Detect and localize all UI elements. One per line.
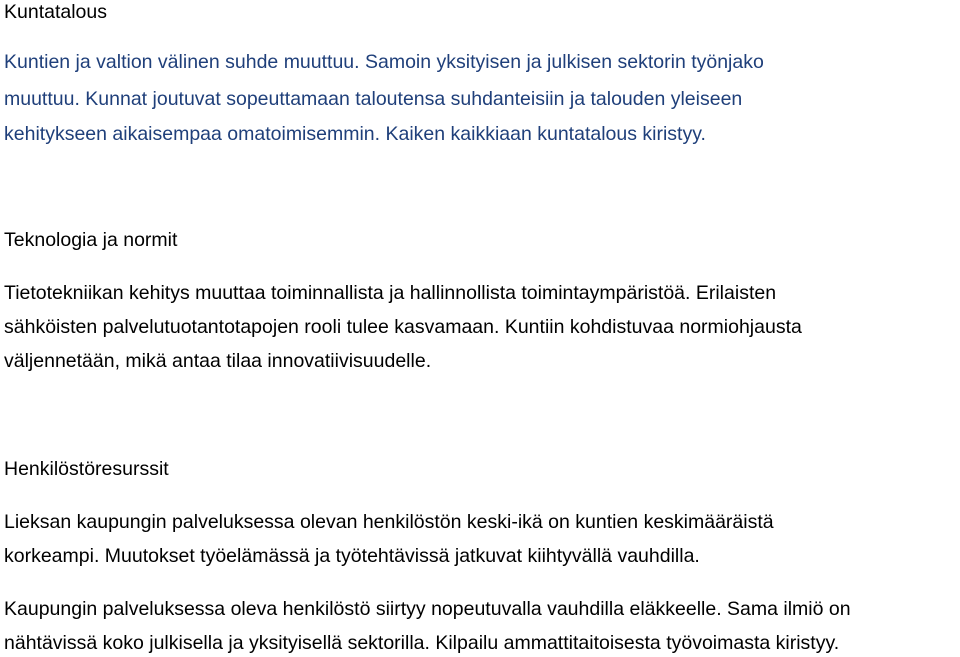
paragraph-line: sähköisten palvelutuotantotapojen rooli tulee kasvamaan. Kuntiin kohdistuvaa normiohjausta — [4, 316, 802, 338]
paragraph-line: Kuntien ja valtion välinen suhde muuttuu. Samoin yksityisen ja julkisen sektorin työnjako — [4, 51, 764, 73]
section-heading-kuntatalous: Kuntatalous — [4, 1, 107, 23]
paragraph-line: väljennetään, mikä antaa tilaa innovatiivisuudelle. — [4, 350, 432, 372]
paragraph-line: nähtävissä koko julkisella ja yksityisellä sektorilla. Kilpailu ammattitaitoisesta työvoimasta kiristyy. — [4, 632, 840, 654]
paragraph-line: Lieksan kaupungin palveluksessa olevan henkilöstön keski-ikä on kuntien keskimääräistä — [4, 511, 774, 533]
paragraph-line: Kaupungin palveluksessa oleva henkilöstö siirtyy nopeutuvalla vauhdilla eläkkeelle. Sama ilmiö on — [4, 598, 851, 620]
paragraph-line: Tietotekniikan kehitys muuttaa toiminnallista ja hallinnollista toimintaympäristöä. Erilaisten — [4, 282, 777, 304]
section-heading-teknologia: Teknologia ja normit — [4, 229, 178, 251]
paragraph-line: korkeampi. Muutokset työelämässä ja työtehtävissä jatkuvat kiihtyvällä vauhdilla. — [4, 545, 700, 567]
section-heading-henkilostoresurssit: Henkilöstöresurssit — [4, 458, 169, 480]
paragraph-line: kehitykseen aikaisempaa omatoimisemmin. Kaiken kaikkiaan kuntatalous kiristyy. — [4, 123, 706, 145]
paragraph-line: muuttuu. Kunnat joutuvat sopeuttamaan taloutensa suhdanteisiin ja talouden yleiseen — [4, 88, 743, 110]
